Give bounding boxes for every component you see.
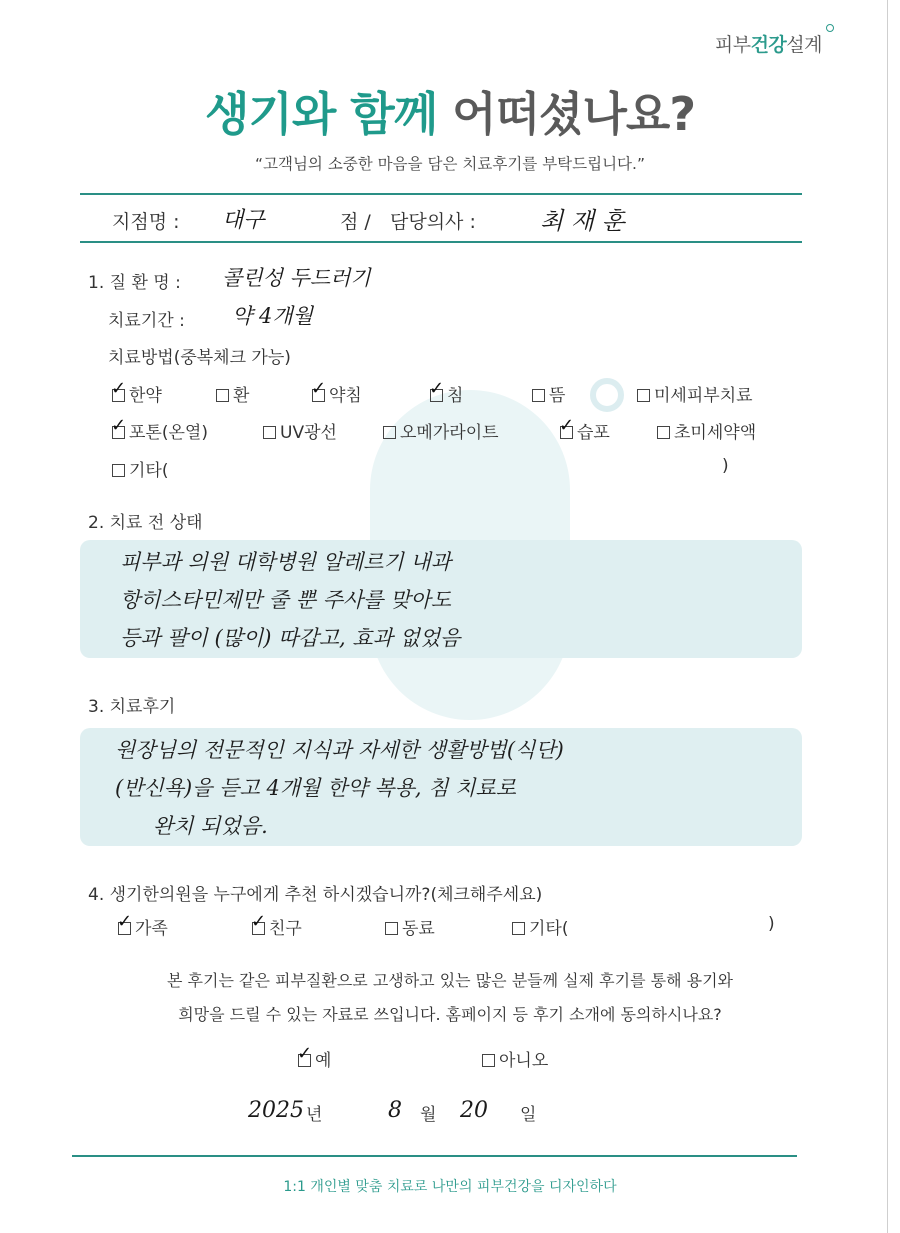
checkbox-checked-icon[interactable]	[252, 922, 265, 935]
section2-line: 등과 팔이 (많이) 따갑고, 효과 없었음	[120, 626, 461, 650]
date-month[interactable]: 8	[388, 1098, 402, 1123]
method-label: 포톤(온열)	[129, 423, 208, 443]
method-seuppo[interactable]	[560, 418, 610, 443]
consent-yes[interactable]	[298, 1046, 331, 1071]
method-micro-skin[interactable]	[637, 381, 753, 406]
page-subtitle: “고객님의 소중한 마음을 담은 치료후기를 부탁드립니다.”	[254, 155, 645, 173]
checkbox-icon[interactable]	[657, 426, 670, 439]
method-omega-light[interactable]	[383, 418, 499, 443]
consent-no[interactable]	[482, 1046, 548, 1071]
checkbox-icon[interactable]	[512, 922, 525, 935]
branch-suffix: 점 /	[340, 211, 371, 233]
checkbox-icon[interactable]	[532, 389, 545, 402]
method-yakchim[interactable]	[312, 381, 362, 406]
checkbox-icon[interactable]	[637, 389, 650, 402]
method-label: 한약	[129, 386, 162, 406]
disease-value[interactable]: 콜린성 두드러기	[222, 266, 371, 290]
method-tteum[interactable]	[532, 381, 565, 406]
method-label: UV광선	[280, 423, 337, 443]
method-etc[interactable]	[112, 456, 168, 481]
page-edge	[887, 0, 888, 1233]
recommend-family[interactable]	[118, 914, 168, 939]
branch-rule	[80, 241, 802, 243]
checkbox-icon[interactable]	[216, 389, 229, 402]
period-value[interactable]: 약 4개월	[232, 304, 313, 328]
method-etc-close: )	[722, 456, 729, 476]
doctor-value[interactable]: 최 재 훈	[540, 207, 625, 235]
methods-label: 치료방법(중복체크 가능)	[108, 348, 291, 368]
brand-dot-icon	[826, 24, 834, 32]
watermark-dot	[590, 378, 624, 412]
recommend-friend[interactable]	[252, 914, 302, 939]
method-hwan[interactable]	[216, 381, 249, 406]
date-year[interactable]: 2025	[248, 1098, 304, 1123]
date-month-unit: 월	[420, 1105, 437, 1125]
checkbox-icon[interactable]	[385, 922, 398, 935]
section2-line: 항히스타민제만 줄 뿐 주사를 맞아도	[120, 588, 451, 612]
checkbox-checked-icon[interactable]	[112, 389, 125, 402]
checkbox-checked-icon[interactable]	[118, 922, 131, 935]
date-year-unit: 년	[306, 1105, 323, 1125]
brand-suffix: 설계	[786, 34, 822, 56]
doctor-label: 담당의사 :	[390, 211, 476, 233]
method-label: 환	[233, 386, 250, 406]
recommend-etc-close: )	[768, 914, 775, 934]
method-photon[interactable]	[112, 418, 208, 443]
footer-tagline: 1:1 개인별 맞춤 치료로 나만의 피부건강을 디자인하다	[283, 1179, 617, 1195]
checkbox-checked-icon[interactable]	[312, 389, 325, 402]
method-label: 미세피부치료	[654, 386, 753, 406]
method-label: 오메가라이트	[400, 423, 499, 443]
consent-line1: 본 후기는 같은 피부질환으로 고생하고 있는 많은 분들께 실제 후기를 통해 용기와	[167, 971, 733, 990]
method-chim[interactable]	[430, 381, 463, 406]
checkbox-checked-icon[interactable]	[298, 1054, 311, 1067]
checkbox-icon[interactable]	[482, 1054, 495, 1067]
disease-label: 1. 질 환 명 :	[88, 273, 181, 293]
branch-label: 지점명 :	[112, 211, 180, 233]
section2-line: 피부과 의원 대학병원 알레르기 내과	[120, 550, 451, 574]
method-label: 약침	[329, 386, 362, 406]
method-label: 습포	[577, 423, 610, 443]
recommend-label: 친구	[269, 919, 302, 939]
top-rule	[80, 193, 802, 195]
footer-rule	[72, 1155, 797, 1157]
section3-line: 원장님의 전문적인 지식과 자세한 생활방법(식단)	[115, 738, 564, 762]
section2-text	[120, 543, 790, 657]
consent-no-label: 아니오	[499, 1051, 549, 1071]
checkbox-icon[interactable]	[263, 426, 276, 439]
section3-line: 완치 되었음.	[153, 814, 268, 838]
section3-line: (반신욕)을 듣고 4개월 한약 복용, 침 치료로	[115, 776, 517, 800]
brand-accent: 건강	[750, 34, 787, 56]
checkbox-icon[interactable]	[383, 426, 396, 439]
date-day-unit: 일	[520, 1105, 537, 1125]
method-hanyak[interactable]	[112, 381, 162, 406]
consent-yes-label: 예	[315, 1051, 332, 1071]
title-part2: 어떠셨나요?	[452, 87, 696, 141]
section2-label: 2. 치료 전 상태	[88, 513, 203, 533]
period-label: 치료기간 :	[108, 311, 185, 331]
section3-text	[115, 731, 815, 845]
recommend-colleague[interactable]	[385, 914, 435, 939]
section3-label: 3. 치료후기	[88, 697, 176, 717]
checkbox-checked-icon[interactable]	[430, 389, 443, 402]
recommend-label: 동료	[402, 919, 435, 939]
method-ultra-fine[interactable]	[657, 418, 756, 443]
recommend-label: 가족	[135, 919, 168, 939]
checkbox-checked-icon[interactable]	[112, 426, 125, 439]
recommend-etc[interactable]	[512, 914, 568, 939]
branch-value[interactable]: 대구	[222, 208, 265, 233]
method-label: 뜸	[549, 386, 566, 406]
brand-logo	[715, 30, 822, 57]
consent-line2: 희망을 드릴 수 있는 자료로 쓰입니다. 홈페이지 등 후기 소개에 동의하시나요?	[178, 1005, 722, 1024]
method-uv[interactable]	[263, 418, 337, 443]
method-label: 침	[447, 386, 464, 406]
checkbox-checked-icon[interactable]	[560, 426, 573, 439]
page-title	[0, 78, 900, 144]
method-label: 초미세약액	[674, 423, 757, 443]
brand-prefix: 피부	[714, 34, 751, 56]
section4-label: 4. 생기한의원을 누구에게 추천 하시겠습니까?(체크해주세요)	[88, 885, 543, 905]
recommend-label: 기타(	[529, 919, 569, 939]
title-part1: 생기와 함께	[204, 87, 438, 141]
date-day[interactable]: 20	[460, 1098, 488, 1123]
method-label: 기타(	[129, 461, 169, 481]
checkbox-icon[interactable]	[112, 464, 125, 477]
